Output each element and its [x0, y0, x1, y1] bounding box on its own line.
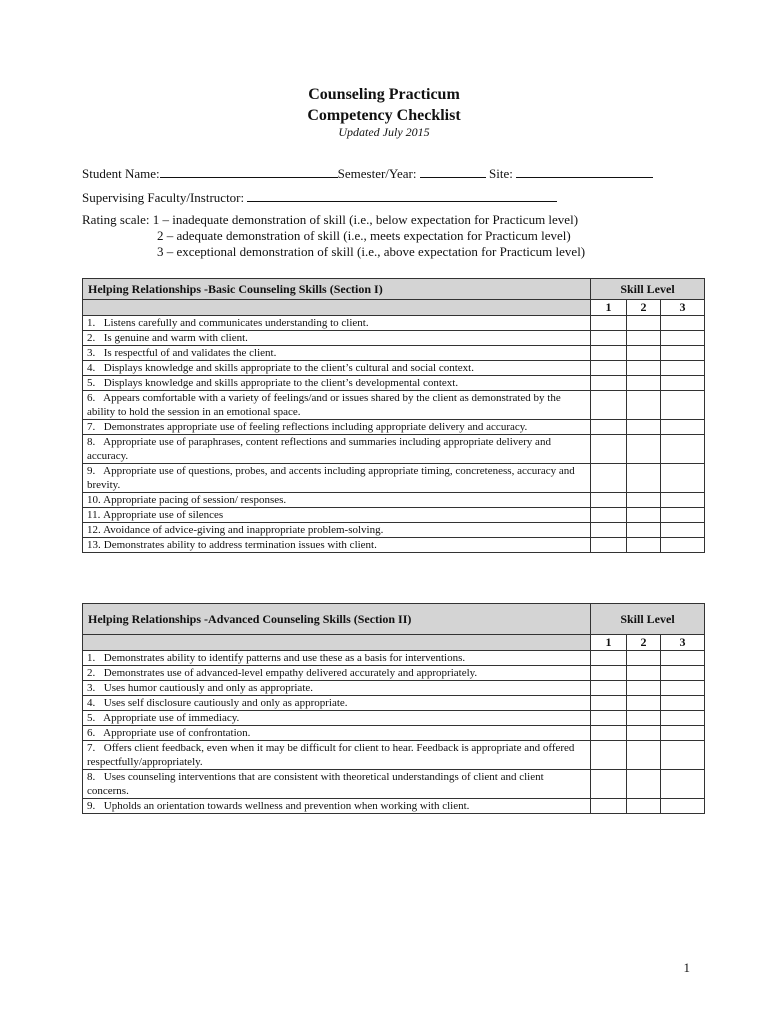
- checklist-row: [83, 435, 705, 464]
- checklist-row: [83, 726, 705, 741]
- skill-description: [83, 681, 591, 696]
- rating-cell-2[interactable]: [627, 493, 661, 508]
- page-number: 1: [683, 960, 690, 975]
- item-number: 13.: [87, 539, 101, 551]
- rating-cell-3[interactable]: [661, 346, 705, 361]
- rating-cell-3[interactable]: [661, 464, 705, 493]
- item-text: Appropriate use of immediacy.: [103, 712, 240, 724]
- checklist-row: [83, 391, 705, 420]
- item-text: Appropriate use of paraphrases, content reflections and summaries including appropriate delivery and accuracy.: [87, 436, 551, 462]
- rating-cell-1[interactable]: [591, 376, 627, 391]
- skill-description: [83, 331, 591, 346]
- item-number: 10.: [87, 494, 101, 506]
- rating-cell-3[interactable]: [661, 420, 705, 435]
- section1-level-2: 2: [627, 300, 661, 316]
- skill-description: [83, 523, 591, 538]
- advanced-skills-table: [82, 603, 705, 814]
- rating-cell-2[interactable]: [627, 726, 661, 741]
- item-number: 8.: [87, 771, 96, 783]
- section2-level-1: 1: [591, 635, 627, 651]
- item-text: Is respectful of and validates the client.: [103, 347, 277, 359]
- section1-level-3: 3: [661, 300, 705, 316]
- basic-skills-table: [82, 278, 705, 553]
- item-text: Demonstrates ability to identify patterns and use these as a basis for interventions.: [103, 652, 466, 664]
- rating-cell-1[interactable]: [591, 464, 627, 493]
- rating-cell-1[interactable]: [591, 741, 627, 770]
- item-text: Uses counseling interventions that are consistent with theoretical understandings of client and client concerns.: [87, 771, 544, 797]
- rating-cell-3[interactable]: [661, 376, 705, 391]
- rating-cell-3[interactable]: [661, 493, 705, 508]
- student-name-label: Student Name:: [82, 166, 160, 181]
- semester-year-field[interactable]: [420, 164, 486, 178]
- rating-cell-1[interactable]: [591, 696, 627, 711]
- rating-cell-2[interactable]: [627, 651, 661, 666]
- item-number: 8.: [87, 436, 96, 448]
- skill-description: [83, 508, 591, 523]
- section1-level-1: 1: [591, 300, 627, 316]
- item-number: 11.: [87, 509, 101, 521]
- item-number: 12.: [87, 524, 101, 536]
- rating-cell-2[interactable]: [627, 376, 661, 391]
- skill-description: [83, 376, 591, 391]
- rating-level-3: 3 – exceptional demonstration of skill (i.e., above expectation for Practicum level): [157, 244, 586, 259]
- rating-cell-3[interactable]: [661, 770, 705, 799]
- item-number: 1.: [87, 652, 96, 664]
- rating-cell-3[interactable]: [661, 435, 705, 464]
- section2-level-2: 2: [627, 635, 661, 651]
- rating-cell-2[interactable]: [627, 420, 661, 435]
- skill-description: [83, 316, 591, 331]
- item-text: Displays knowledge and skills appropriate to the client’s cultural and social context.: [103, 362, 474, 374]
- skill-description: [83, 361, 591, 376]
- section2-blank-header: [83, 635, 591, 651]
- item-number: 3.: [87, 347, 96, 359]
- rating-cell-1[interactable]: [591, 726, 627, 741]
- item-number: 5.: [87, 377, 96, 389]
- rating-cell-1[interactable]: [591, 493, 627, 508]
- rating-cell-2[interactable]: [627, 666, 661, 681]
- checklist-row: [83, 681, 705, 696]
- updated-date: Updated July 2015: [338, 125, 430, 139]
- supervisor-label: Supervising Faculty/Instructor:: [82, 190, 245, 205]
- rating-cell-1[interactable]: [591, 681, 627, 696]
- rating-cell-2[interactable]: [627, 346, 661, 361]
- rating-cell-3[interactable]: [661, 696, 705, 711]
- skill-description: [83, 770, 591, 799]
- rating-cell-2[interactable]: [627, 770, 661, 799]
- item-text: Appears comfortable with a variety of feelings/and or issues shared by the client as demonstrated by the ability to hold the session in an emotional space.: [87, 392, 561, 418]
- rating-cell-3[interactable]: [661, 651, 705, 666]
- skill-description: [83, 651, 591, 666]
- rating-cell-1[interactable]: [591, 666, 627, 681]
- rating-cell-1[interactable]: [591, 538, 627, 553]
- checklist-row: [83, 331, 705, 346]
- item-number: 5.: [87, 712, 96, 724]
- rating-scale-label: Rating scale:: [82, 212, 150, 227]
- site-field[interactable]: [516, 164, 653, 178]
- rating-cell-1[interactable]: [591, 391, 627, 420]
- student-name-field[interactable]: [160, 164, 338, 178]
- item-number: 6.: [87, 392, 96, 404]
- checklist-row: [83, 508, 705, 523]
- rating-cell-3[interactable]: [661, 666, 705, 681]
- checklist-row: [83, 666, 705, 681]
- supervisor-field[interactable]: [247, 188, 557, 202]
- rating-cell-3[interactable]: [661, 538, 705, 553]
- rating-cell-2[interactable]: [627, 741, 661, 770]
- item-text: Listens carefully and communicates understanding to client.: [103, 317, 369, 329]
- document-title: Counseling Practicum: [308, 86, 460, 103]
- rating-cell-3[interactable]: [661, 391, 705, 420]
- rating-level-1: 1 – inadequate demonstration of skill (i.e., below expectation for Practicum level): [152, 212, 579, 227]
- skill-description: [83, 726, 591, 741]
- site-label: Site:: [488, 166, 513, 181]
- checklist-row: [83, 741, 705, 770]
- skill-description: [83, 464, 591, 493]
- rating-cell-1[interactable]: [591, 420, 627, 435]
- item-text: Is genuine and warm with client.: [103, 332, 248, 344]
- rating-cell-1[interactable]: [591, 711, 627, 726]
- item-number: 2.: [87, 667, 96, 679]
- checklist-row: [83, 799, 705, 814]
- checklist-row: [83, 711, 705, 726]
- skill-description: [83, 696, 591, 711]
- checklist-row: [83, 361, 705, 376]
- checklist-row: [83, 420, 705, 435]
- student-info-row: [82, 164, 653, 182]
- item-number: 2.: [87, 332, 96, 344]
- item-number: 4.: [87, 362, 96, 374]
- rating-cell-2[interactable]: [627, 464, 661, 493]
- skill-description: [83, 666, 591, 681]
- rating-cell-2[interactable]: [627, 391, 661, 420]
- item-number: 7.: [87, 742, 96, 754]
- checklist-row: [83, 316, 705, 331]
- skill-description: [83, 493, 591, 508]
- checklist-row: [83, 376, 705, 391]
- skill-description: [83, 741, 591, 770]
- item-number: 9.: [87, 465, 96, 477]
- rating-cell-2[interactable]: [627, 361, 661, 376]
- rating-cell-1[interactable]: [591, 331, 627, 346]
- item-text: Offers client feedback, even when it may be difficult for client to hear. Feedback is appropriate and offered respectfully/appropriately.: [87, 742, 575, 768]
- item-number: 7.: [87, 421, 96, 433]
- rating-cell-3[interactable]: [661, 726, 705, 741]
- rating-cell-1[interactable]: [591, 508, 627, 523]
- rating-cell-2[interactable]: [627, 435, 661, 464]
- item-number: 3.: [87, 682, 96, 694]
- rating-cell-2[interactable]: [627, 508, 661, 523]
- rating-cell-1[interactable]: [591, 799, 627, 814]
- skill-description: [83, 420, 591, 435]
- rating-cell-1[interactable]: [591, 346, 627, 361]
- rating-cell-3[interactable]: [661, 508, 705, 523]
- item-text: Appropriate use of questions, probes, and accents including appropriate timing, concreteness, accuracy and brevity.: [87, 465, 575, 491]
- checklist-row: [83, 696, 705, 711]
- rating-cell-1[interactable]: [591, 435, 627, 464]
- item-number: 9.: [87, 800, 96, 812]
- rating-cell-2[interactable]: [627, 331, 661, 346]
- item-text: Upholds an orientation towards wellness and prevention when working with client.: [103, 800, 470, 812]
- skill-description: [83, 711, 591, 726]
- rating-cell-3[interactable]: [661, 523, 705, 538]
- section1-title: Helping Relationships -Basic Counseling Skills (Section I): [83, 279, 591, 300]
- checklist-row: [83, 493, 705, 508]
- rating-cell-1[interactable]: [591, 316, 627, 331]
- rating-scale: [82, 212, 585, 260]
- rating-cell-2[interactable]: [627, 538, 661, 553]
- item-text: Displays knowledge and skills appropriate to the client’s developmental context.: [103, 377, 459, 389]
- rating-cell-2[interactable]: [627, 316, 661, 331]
- checklist-row: [83, 523, 705, 538]
- section2-level-3: 3: [661, 635, 705, 651]
- checklist-row: [83, 651, 705, 666]
- semester-year-label: Semester/Year:: [337, 166, 417, 181]
- item-number: 6.: [87, 727, 96, 739]
- item-text: Uses self disclosure cautiously and only as appropriate.: [103, 697, 348, 709]
- section2-skill-level-header: Skill Level: [591, 604, 705, 635]
- rating-cell-2[interactable]: [627, 696, 661, 711]
- item-text: Appropriate use of confrontation.: [103, 727, 251, 739]
- supervisor-row: [82, 188, 557, 206]
- item-text: Demonstrates use of advanced-level empathy delivered accurately and appropriately.: [103, 667, 478, 679]
- rating-cell-1[interactable]: [591, 770, 627, 799]
- skill-description: [83, 346, 591, 361]
- rating-cell-1[interactable]: [591, 523, 627, 538]
- rating-level-2: 2 – adequate demonstration of skill (i.e., meets expectation for Practicum level): [157, 228, 571, 243]
- rating-cell-3[interactable]: [661, 711, 705, 726]
- item-text: Appropriate pacing of session/ responses.: [103, 494, 287, 506]
- rating-cell-2[interactable]: [627, 711, 661, 726]
- item-number: 4.: [87, 697, 96, 709]
- item-number: 1.: [87, 317, 96, 329]
- section1-blank-header: [83, 300, 591, 316]
- rating-cell-2[interactable]: [627, 799, 661, 814]
- item-text: Demonstrates ability to address termination issues with client.: [103, 539, 377, 551]
- rating-cell-3[interactable]: [661, 799, 705, 814]
- item-text: Avoidance of advice-giving and inappropriate problem-solving.: [103, 524, 384, 536]
- skill-description: [83, 538, 591, 553]
- document-subtitle: Competency Checklist: [307, 107, 461, 124]
- rating-cell-3[interactable]: [661, 331, 705, 346]
- rating-cell-1[interactable]: [591, 361, 627, 376]
- checklist-row: [83, 770, 705, 799]
- rating-cell-3[interactable]: [661, 741, 705, 770]
- skill-description: [83, 391, 591, 420]
- item-text: Demonstrates appropriate use of feeling reflections including appropriate delivery and accuracy.: [103, 421, 528, 433]
- item-text: Uses humor cautiously and only as appropriate.: [103, 682, 314, 694]
- checklist-row: [83, 464, 705, 493]
- rating-cell-2[interactable]: [627, 681, 661, 696]
- rating-cell-3[interactable]: [661, 316, 705, 331]
- rating-cell-2[interactable]: [627, 523, 661, 538]
- checklist-row: [83, 346, 705, 361]
- rating-cell-3[interactable]: [661, 681, 705, 696]
- rating-cell-3[interactable]: [661, 361, 705, 376]
- item-text: Appropriate use of silences: [103, 509, 224, 521]
- section2-title: Helping Relationships -Advanced Counseling Skills (Section II): [83, 604, 591, 635]
- skill-description: [83, 799, 591, 814]
- checklist-row: [83, 538, 705, 553]
- rating-cell-1[interactable]: [591, 651, 627, 666]
- section1-skill-level-header: Skill Level: [591, 279, 705, 300]
- skill-description: [83, 435, 591, 464]
